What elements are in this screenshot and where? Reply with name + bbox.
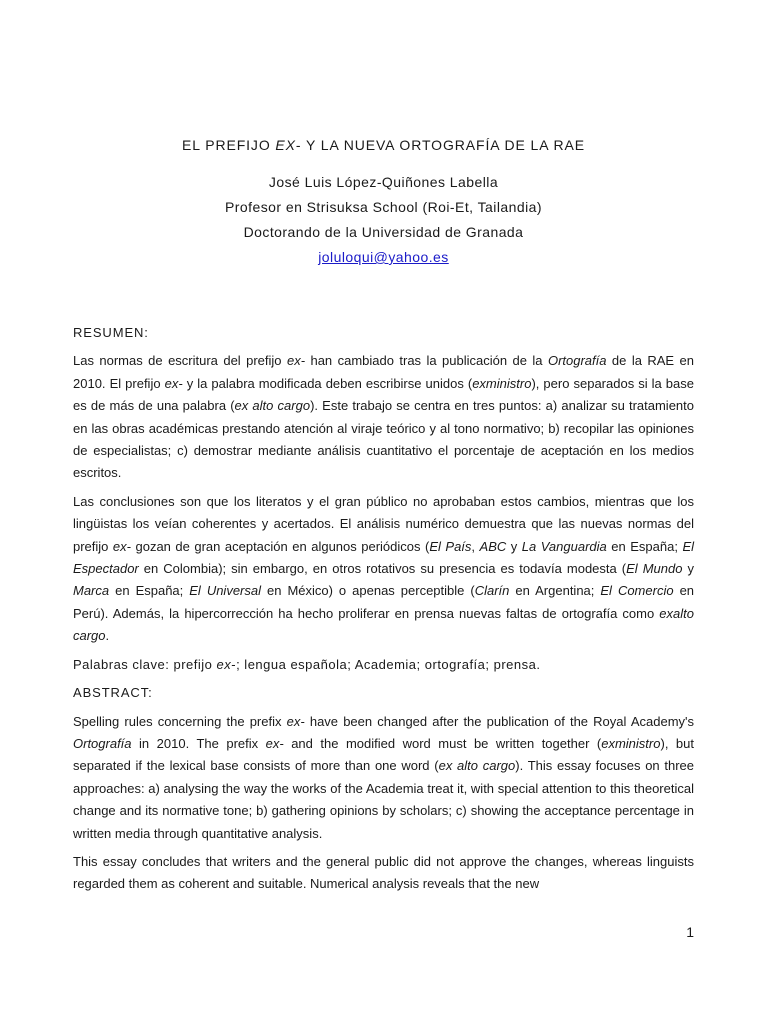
- resumen-heading: RESUMEN:: [73, 325, 149, 340]
- text-run: Spelling rules concerning the prefix: [73, 713, 287, 729]
- resumen-paragraph-2: [73, 491, 694, 648]
- text-run: have been changed after the publication of the Royal Academy's: [304, 713, 695, 729]
- italic-term: ex-: [265, 735, 284, 751]
- text-run: ). This essay focuses on three approaches: a) analysing the way the works of the Academia treat it, with special attention to this theoretical change and its normative tone; b) gathering opinions by scholars; c) showing the acceptance percentage in written media through quantitative analysis.: [73, 758, 695, 841]
- keywords: [73, 654, 694, 676]
- abstract-heading: ABSTRACT:: [73, 685, 153, 701]
- author-email-link[interactable]: joluloqui@yahoo.es: [318, 249, 449, 265]
- text-run: de la RAE en 2010. El prefijo: [73, 353, 694, 391]
- text-run: ). Este trabajo se centra en tres puntos: a) analizar su tratamiento en las obras académicas prestando atención al viraje teórico y al tono normativo; b) recopilar las opiniones de especialistas; c) demostrar mediante análisis cuantitativo el porcentaje de aceptación en los medios escritos.: [73, 398, 694, 481]
- text-run: .: [105, 628, 110, 644]
- text-run: y la palabra modificada deben escribirse unidos (: [182, 375, 473, 391]
- author-block: [73, 170, 694, 270]
- italic-term: exministro: [472, 375, 532, 391]
- italic-term: Ortografía: [73, 735, 132, 751]
- text-run: Las normas de escritura del prefijo: [73, 353, 287, 369]
- italic-term: El Mundo: [626, 561, 683, 577]
- italic-term: ex alto cargo: [234, 398, 311, 414]
- italic-term: El Espectador: [73, 538, 694, 577]
- italic-term: ex: [216, 656, 232, 672]
- text-run: en España;: [606, 538, 683, 554]
- italic-term: exalto cargo: [73, 605, 694, 644]
- text-run: This essay concludes that writers and the general public did not approve the changes, whereas linguists regarded them as coherent and suitable. Numerical analysis reveals that the new: [73, 853, 694, 892]
- text-run: en México) o apenas perceptible (: [261, 583, 475, 599]
- document-page: [73, 0, 694, 1024]
- text-run: ), but separated if the lexical base consists of more than one word (: [73, 735, 694, 774]
- italic-term: ex-: [286, 713, 305, 729]
- abstract-paragraph-2: [73, 851, 694, 896]
- italic-term: El Universal: [189, 583, 261, 599]
- italic-term: El País: [429, 538, 472, 554]
- text-run: and the modified word must be written together (: [283, 735, 602, 751]
- italic-term: ex-: [164, 375, 183, 391]
- italic-term: ABC: [479, 538, 507, 554]
- page-number: 1: [686, 924, 694, 940]
- text-run: en Argentina;: [509, 583, 601, 599]
- text-run: ), pero separados si la base es de más de una palabra (: [73, 375, 694, 414]
- italic-term: ex-: [286, 353, 306, 369]
- text-run: ,: [471, 538, 480, 554]
- italic-term: La Vanguardia: [521, 538, 607, 554]
- text-run: en Colombia); sin embargo, en otros rotativos su presencia es todavía modesta (: [138, 561, 627, 577]
- text-run: Las conclusiones son que los literatos y el gran público no aprobaban estos cambios, mientras que los lingüistas los veían coherentes y acertados. El análisis numérico demuestra que las nuevas normas del prefijo: [73, 493, 694, 554]
- italic-term: Ortografía: [547, 353, 607, 369]
- italic-term: ex-: [112, 538, 131, 554]
- italic-term: El Comercio: [600, 583, 674, 599]
- italic-term: Marca: [73, 583, 110, 599]
- text-run: y: [506, 538, 522, 554]
- text-run: in 2010. The prefix: [131, 735, 266, 751]
- resumen-paragraph-1: [73, 350, 694, 484]
- text-run: gozan de gran aceptación en algunos periódicos (: [130, 538, 430, 554]
- text-run: -; lengua española; Academia; ortografía; prensa.: [231, 656, 541, 672]
- text-run: y: [682, 561, 694, 577]
- paper-body: [73, 322, 694, 902]
- text-run: han cambiado tras la publicación de la: [305, 353, 548, 369]
- text-run: en España;: [109, 583, 190, 599]
- abstract-paragraph-1: [73, 711, 694, 845]
- text-run: en Perú). Además, la hipercorrección ha hecho proliferar en prensa nuevas faltas de ortografía como: [73, 583, 695, 621]
- italic-term: exministro: [601, 735, 661, 751]
- text-run: Palabras clave: prefijo: [73, 656, 217, 672]
- italic-term: ex alto cargo: [438, 758, 516, 774]
- author-affiliation-1: Profesor en Strisuksa School (Roi-Et, Tailandia): [224, 199, 543, 215]
- author-affiliation-2: Doctorando de la Universidad de Granada: [243, 224, 524, 240]
- paper-title: EL PREFIJO EX- Y LA NUEVA ORTOGRAFÍA DE LA RAE: [182, 137, 585, 153]
- author-name: José Luis López-Quiñones Labella: [268, 174, 499, 190]
- italic-term: Clarín: [474, 583, 510, 599]
